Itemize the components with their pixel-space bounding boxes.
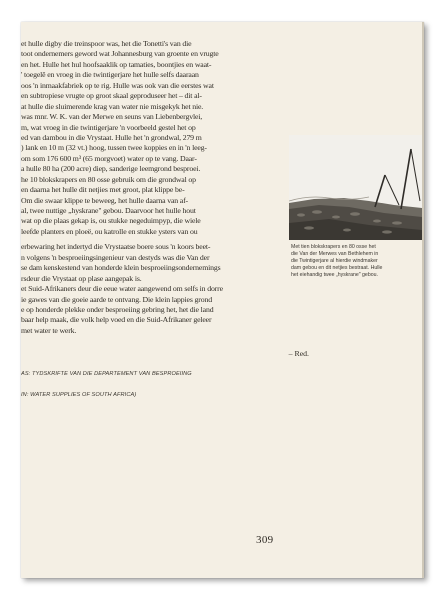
body-text-line: oos 'n inmaakfabriek op te rig. Hulle was ook van die eerstes wat [21, 80, 214, 90]
source-note-line: AS: TYDSKRIFTE VAN DIE DEPARTEMENT VAN BESPROEIING [21, 371, 192, 377]
body-text-line: baar help maak, die volk help voed en die Suid-Afrikaner geleer [21, 315, 212, 325]
body-text-line: erbewaring het indertyd die Vrystaatse boere sous 'n koors beet- [21, 242, 211, 252]
body-text-line: et hulle digby die treinspoor was, het die Tonetti's van die [21, 39, 192, 48]
body-text-line: at hulle die sluimerende krag van water nie misgekyk het nie. [21, 101, 204, 111]
caption-line: die Twintigerjare al hierdie windmaker [291, 257, 378, 264]
caption-line: Met tien blokskrapers en 80 osse het [291, 244, 376, 250]
body-text-line: a hulle 80 ha (200 acre) diep, sanderige leemgrond besproei. [21, 164, 201, 174]
page-number: 309 [256, 534, 274, 546]
body-text-line: et Suid-Afrikaners deur die eeue water aangewend om selfs in dorre [21, 284, 223, 294]
body-text-line: n volgens 'n besproeiingsingenieur van destyds was die Van der [21, 252, 210, 262]
body-text-line: ed van dambou in die Vrystaat. Hulle het 'n grondwal, 279 m [21, 132, 202, 142]
dam-photograph [289, 135, 422, 240]
body-text-line: he 10 blokskrapers en 80 osse gebruik om die grondwal op [21, 174, 196, 184]
body-text-line: en daarna het hulle dit netjies met groot, plat klippe be- [21, 185, 185, 195]
body-text-line: leefde planters en ploeë, ou katrolle en stukke ysters van ou [21, 226, 198, 236]
body-text-line: wat op die plaas gekap is, ou stukke negeduimpyp, die wiele [21, 216, 201, 226]
body-text-line: m, wat vroeg in die twintigerjare 'n voorbeeld gestel het op [21, 122, 196, 132]
body-text-line: ' toegelê en vroeg in die twintigerjare het hulle selfs daaraan [21, 70, 199, 80]
body-text-line: e op honderde plekke onder besproeiing gebring het, het die land [21, 304, 214, 314]
body-text-line: rsdeur die Vrystaat op plase aangepak is. [21, 273, 142, 283]
body-text-line: om som 176 600 m³ (65 morgvoet) water op te vang. Daar- [21, 153, 197, 163]
body-text-line: ie gawes van die goeie aarde te ontvang. Die klein lappies grond [21, 294, 212, 304]
caption-line: het eiehandig twee „hyskrane" gebou. [291, 271, 378, 278]
body-text-line: toot ondernemers geword wat Johannesburg van groente en vrugte [21, 49, 219, 59]
editor-credit: – Red. [288, 349, 309, 358]
book-page [21, 22, 424, 578]
body-text-line: met water te werk. [21, 325, 77, 335]
article-body [21, 39, 281, 336]
body-text-line: Om die swaar klippe te beweeg, het hulle daarna van af- [21, 195, 188, 205]
body-text-line: en subtropiese vrugte op groot skaal geproduseer het – dit al- [21, 91, 202, 101]
photo-caption [291, 244, 419, 279]
body-text-line: al, twee nuttige „hyskrane" gebou. Daarvoor het hulle hout [21, 206, 196, 215]
body-text-line: en het. Hulle het hul hoofsaaklik op tamaties, boontjies en waat- [21, 59, 212, 69]
caption-line: dam gebou en dit netjies bestraat. Hulle [291, 264, 383, 271]
body-text-line: was mnr. W. K. van der Merwe en seuns van Liebenbergvlei, [21, 112, 203, 122]
body-text-line: se dam kenskestend van honderde klein besproeiingsondernemings [21, 263, 221, 273]
caption-line: die Van der Merwes van Bethlehem in [291, 250, 379, 257]
body-text-line: ) lank en 10 m (32 vt.) hoog, tussen twee koppies en in 'n leeg- [21, 143, 207, 153]
source-note-line: IN: WATER SUPPLIES OF SOUTH AFRICA) [21, 392, 137, 398]
